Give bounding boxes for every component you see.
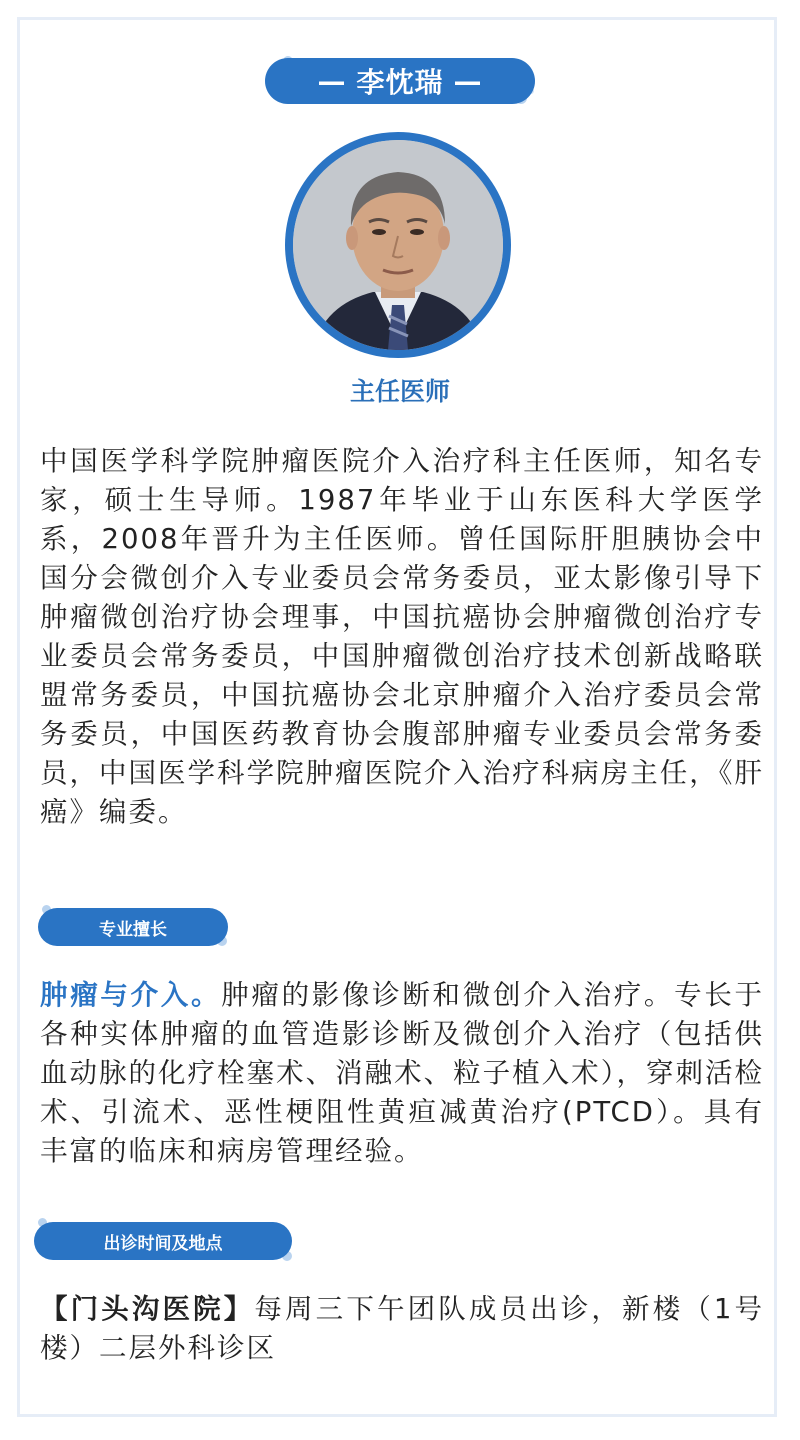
- doctor-name: 李忱瑞: [356, 66, 444, 99]
- specialty-text: 肿瘤的影像诊断和微创介入治疗。专长于各种实体肿瘤的血管造影诊断及微创介入治疗（包括供血动脉的化疗栓塞术、消融术、粒子植入术），穿刺活检术、引流术、恶性梗阻性黄疸减黄治疗(PTCD）。具有丰富的临床和病房管理经验。: [40, 979, 765, 1167]
- clinic-hospital: 【门头沟医院】: [40, 1293, 255, 1325]
- section-clinic-label: 出诊时间及地点: [34, 1222, 292, 1260]
- doctor-name-banner: [265, 58, 535, 104]
- avatar: [285, 132, 511, 358]
- name-dash-left: —: [317, 64, 347, 98]
- name-dash-right: —: [453, 64, 483, 98]
- clinic-paragraph: [40, 1290, 764, 1368]
- doctor-title: 主任医师: [349, 377, 450, 406]
- specialty-highlight: 肿瘤与介入。: [40, 979, 222, 1011]
- doctor-portrait: [293, 140, 503, 350]
- bio-paragraph: 中国医学科学院肿瘤医院介入治疗科主任医师，知名专家，硕士生导师。1987年毕业于山东医科大学医学系，2008年晋升为主任医师。曾任国际肝胆胰协会中国分会微创介入专业委员会常务委员，亚太影像引导下肿瘤微创治疗协会理事，中国抗癌协会肿瘤微创治疗专业委员会常务委员，中国肿瘤微创治疗技术创新战略联盟常务委员，中国抗癌协会北京肿瘤介入治疗委员会常务委员，中国医药教育协会腹部肿瘤专业委员会常务委员，中国医学科学院肿瘤医院介入治疗科病房主任，《肝癌》编委。: [40, 445, 764, 828]
- section-specialty-label: 专业擅长: [38, 908, 228, 946]
- clinic-text: 每周三下午团队成员出诊，新楼（1号楼）二层外科诊区: [40, 1293, 765, 1364]
- specialty-paragraph: [40, 976, 764, 1171]
